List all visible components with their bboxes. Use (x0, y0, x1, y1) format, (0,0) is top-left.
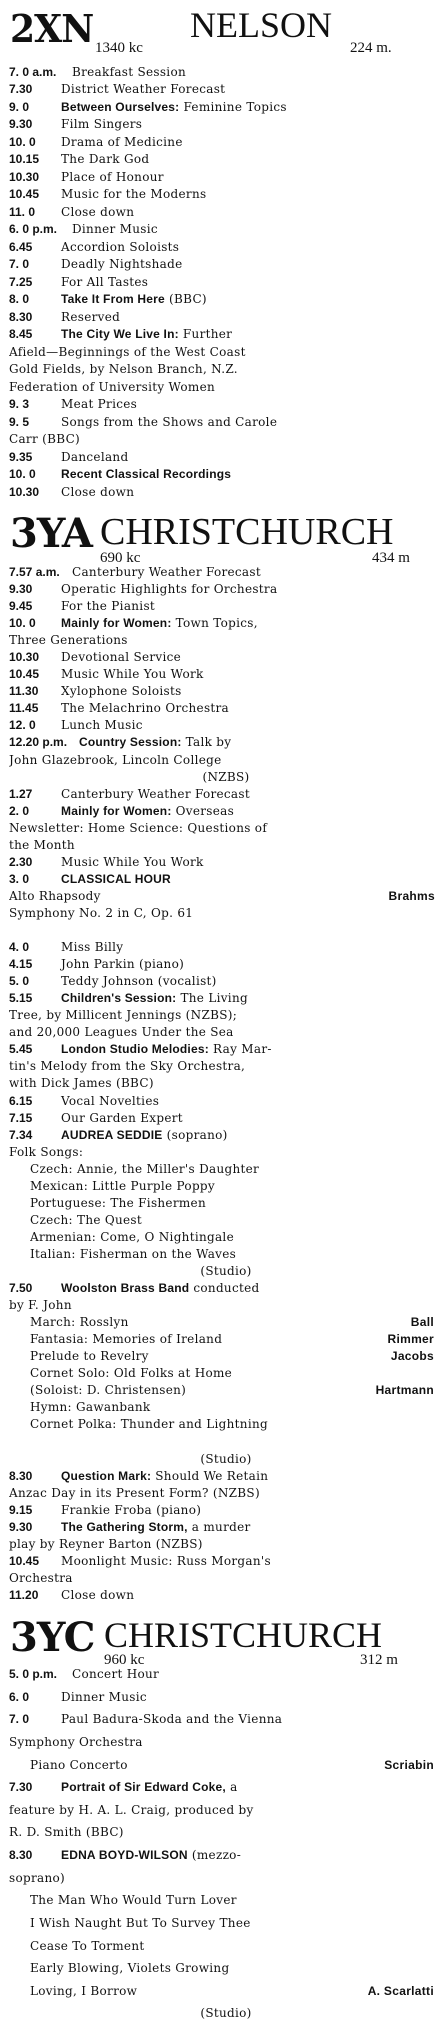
programme-entry (9, 736, 443, 749)
programme-entry (9, 1095, 443, 1108)
programme-entry (9, 685, 443, 698)
programme-text: Canterbury Weather Forecast (72, 566, 261, 579)
programme-text: Drama of Medicine (61, 135, 183, 149)
programme-text: Place of Honour (61, 170, 164, 184)
programme-detail: Carr (BBC) (9, 433, 81, 447)
programme-title: The City We Live In: (61, 328, 179, 342)
programme-text: Canterbury Weather Forecast (61, 787, 250, 801)
programme-text: Accordion Soloists (61, 240, 180, 254)
composer-name: Brahms (388, 889, 435, 903)
programme-time: 9. 5 (9, 415, 30, 429)
composer-name: A. Scarlatti (367, 1984, 434, 1998)
programme-continuation (30, 1367, 448, 1380)
programme-detail: R. D. Smith (BBC) (9, 1826, 124, 1840)
programme-detail: Orchestra (9, 1571, 73, 1585)
programme-detail: Loving, I Borrow (30, 1984, 138, 1998)
programme-entry (9, 188, 443, 201)
composer-name: Ball (410, 1316, 434, 1330)
programme-entry (9, 276, 443, 289)
programme-entry (9, 293, 443, 306)
programme-time: 9.30 (9, 1520, 33, 1534)
programme-time: 4. 0 (9, 941, 30, 955)
programme-text: The Melachrino Orchestra (61, 702, 230, 716)
programme-text: Operatic Highlights for Orchestra (61, 583, 278, 597)
programme-detail: Alto Rhapsody (9, 889, 101, 903)
programme-detail: (Soloist: D. Christensen) (30, 1384, 187, 1398)
programme-continuation (30, 1248, 448, 1261)
programme-text: (BBC) (164, 293, 207, 307)
wavelength-3yc: 312 m (360, 1652, 398, 1668)
programme-continuation (9, 1009, 443, 1022)
programme-detail: Federation of University Women (9, 380, 216, 394)
programme-continuation (9, 1146, 443, 1159)
programme-entry (9, 258, 443, 271)
programme-detail: (Studio) (200, 2007, 252, 2021)
programme-continuation (9, 381, 443, 394)
programme-text: a murder (187, 1520, 251, 1534)
programme-time: 8.30 (9, 1469, 33, 1483)
programme-continuation (30, 1418, 448, 1431)
programme-detail: Hymn: Gawanbank (30, 1401, 151, 1415)
programme-time: 10.30 (9, 485, 40, 499)
programme-time: 9.30 (9, 583, 33, 597)
station-header-3yc (0, 1612, 448, 1668)
programme-continuation (9, 907, 443, 920)
programme-entry (9, 171, 443, 184)
programme-continuation (9, 1299, 443, 1312)
frequency-2xn: 1340 kc (95, 40, 143, 56)
programme-time: 2.30 (9, 855, 33, 869)
programme-time: 7.15 (9, 1111, 33, 1125)
programme-continuation (9, 754, 443, 767)
composer-name: Scriabin (384, 1758, 434, 1772)
station-header-2xn (0, 0, 448, 60)
programme-entry (9, 486, 443, 499)
programme-continuation (9, 1060, 443, 1073)
programme-entry (9, 702, 443, 715)
programme-continuation (30, 1962, 448, 1975)
programme-entry (9, 206, 443, 219)
programme-time: 6. 0 p.m. (9, 223, 58, 237)
programme-time: 10.45 (9, 1554, 40, 1568)
programme-text: The Living (176, 992, 248, 1006)
programme-detail: Gold Fields, by Nelson Branch, N.Z. (9, 363, 238, 377)
programme-continuation (30, 1401, 448, 1414)
programme-title: Portrait of Sir Edward Coke, (61, 1781, 226, 1795)
programme-text: John Parkin (piano) (61, 958, 185, 972)
programme-time: 9.45 (9, 600, 33, 614)
programme-continuation (9, 1572, 443, 1585)
programme-continuation (9, 634, 443, 647)
programme-detail: tin's Melody from the Sky Orchestra, (9, 1060, 246, 1074)
programme-entry (9, 600, 443, 613)
programme-continuation (30, 1214, 448, 1227)
programme-continuation (9, 433, 443, 446)
programme-text: conducted (189, 1282, 260, 1296)
programme-detail: Italian: Fisherman on the Waves (30, 1247, 237, 1261)
programme-continuation (30, 1917, 448, 1930)
programme-time: 5.15 (9, 992, 33, 1006)
programme-entry (9, 805, 443, 818)
programme-entry (9, 1043, 443, 1056)
programme-text: The Dark God (61, 153, 150, 167)
programme-time: 7.25 (9, 275, 33, 289)
programme-text: (mezzo- (187, 1849, 242, 1862)
programme-entry (9, 1713, 443, 1726)
programme-entry (9, 83, 443, 96)
programme-detail: Newsletter: Home Science: Questions of (9, 821, 268, 835)
programme-detail: Portuguese: The Fishermen (30, 1196, 206, 1210)
programme-continuation (30, 1333, 448, 1346)
programme-continuation (30, 1940, 448, 1953)
programme-text: Further (178, 328, 233, 342)
programme-detail: play by Reyner Barton (NZBS) (9, 1537, 203, 1551)
programme-text: Town Topics, (171, 617, 258, 631)
programme-continuation (30, 1985, 448, 1998)
programme-time: 11.20 (9, 1588, 39, 1602)
programme-title: Country Session: (79, 736, 182, 750)
programme-entry (9, 1589, 443, 1602)
programme-text: Devotional Service (61, 651, 182, 665)
programme-time: 7.50 (9, 1282, 33, 1296)
programme-continuation (9, 771, 443, 784)
programme-time: 10.30 (9, 651, 40, 665)
programme-continuation (30, 1231, 448, 1244)
programme-time: 1.27 (9, 787, 33, 801)
programme-title: Mainly for Women: (61, 617, 172, 631)
programme-continuation (9, 1872, 443, 1885)
programme-detail: John Glazebrook, Lincoln College (9, 753, 222, 767)
programme-detail: Symphony Orchestra (9, 1735, 143, 1749)
programme-detail: Cornet Solo: Old Folks at Home (30, 1367, 233, 1381)
programme-text: Film Singers (61, 118, 143, 132)
programme-title: Woolston Brass Band (61, 1282, 190, 1296)
programme-time: 8.45 (9, 328, 33, 342)
programme-time: 10. 0 (9, 468, 36, 482)
programme-text: For the Pianist (61, 600, 156, 614)
programme-text: Reserved (61, 310, 121, 324)
programme-time: 10. 0 (9, 135, 36, 149)
programme-entry (9, 1521, 443, 1534)
city-2xn: NELSON (190, 5, 332, 45)
programme-entry (9, 992, 443, 1005)
programme-text: Lunch Music (61, 719, 143, 733)
programme-detail: with Dick James (BBC) (9, 1077, 154, 1091)
programme-title: EDNA BOYD-WILSON (61, 1849, 188, 1862)
wavelength-3ya: 434 m (372, 550, 410, 566)
programme-continuation (30, 1197, 448, 1210)
programme-entry (9, 136, 443, 149)
programme-entry (9, 66, 443, 79)
callsign-3ya: 3YA (10, 510, 92, 557)
programme-text: Close down (61, 485, 135, 499)
programme-title: The Gathering Storm, (61, 1520, 188, 1534)
programme-entry (9, 719, 443, 732)
programme-entry (9, 975, 443, 988)
programme-time: 8. 0 (9, 293, 30, 307)
station-header-3ya (0, 508, 448, 564)
programme-entry (9, 583, 443, 596)
city-3ya: CHRISTCHURCH (100, 511, 394, 553)
programme-text: Close down (61, 1588, 135, 1602)
programme-entry (9, 398, 443, 411)
programme-entry (9, 651, 443, 664)
programme-detail: Prelude to Revelry (30, 1350, 149, 1364)
programme-time: 7. 0 (9, 1713, 30, 1727)
programme-time: 7.34 (9, 1128, 33, 1142)
programme-entry (9, 311, 443, 324)
programme-entry (9, 1849, 443, 1862)
programme-continuation (30, 1163, 448, 1176)
programme-entry (9, 101, 443, 114)
programme-text: For All Tastes (61, 275, 149, 289)
programme-time: 10.45 (9, 668, 40, 682)
programme-continuation (9, 839, 443, 852)
programme-time: 2. 0 (9, 804, 30, 818)
programme-detail: and 20,000 Leagues Under the Sea (9, 1026, 234, 1040)
programme-text: Music for the Moderns (61, 188, 207, 202)
programme-text: (soprano) (162, 1128, 228, 1142)
programme-title: Mainly for Women: (61, 804, 172, 818)
programme-text: Meat Prices (61, 398, 138, 412)
programme-entry (9, 873, 443, 886)
programme-text: District Weather Forecast (61, 83, 226, 97)
programme-time: 4.15 (9, 958, 33, 972)
programme-text: Moonlight Music: Russ Morgan's (61, 1554, 271, 1568)
programme-continuation (30, 1316, 448, 1329)
composer-name: Jacobs (390, 1350, 434, 1364)
programme-text: Should We Retain (151, 1469, 269, 1483)
programme-text: Vocal Novelties (61, 1094, 160, 1108)
programme-entry (9, 788, 443, 801)
programme-detail: Three Generations (9, 634, 128, 648)
programme-time: 7.30 (9, 1781, 33, 1795)
programme-time: 10.45 (9, 188, 40, 202)
city-3yc: CHRISTCHURCH (104, 1615, 383, 1655)
programme-text: Feminine Topics (179, 100, 287, 114)
composer-name: Rimmer (387, 1333, 434, 1347)
programme-text: Frankie Froba (piano) (61, 1503, 202, 1517)
composer-name: Hartmann (375, 1384, 434, 1398)
programme-time: 7. 0 (9, 258, 30, 272)
programme-detail: March: Rosslyn (30, 1316, 129, 1330)
programme-continuation (9, 1026, 443, 1039)
programme-text: Talk by (181, 736, 232, 750)
programme-title: AUDREA SEDDIE (61, 1128, 163, 1142)
programme-entry (9, 223, 443, 236)
programme-title: Take It From Here (61, 293, 165, 307)
programme-time: 10. 0 (9, 617, 36, 631)
programme-text: Music While You Work (61, 668, 204, 682)
programme-title: Children's Session: (61, 992, 177, 1006)
programme-detail: Cornet Polka: Thunder and Lightning (30, 1418, 268, 1432)
programme-detail: Armenian: Come, O Nightingale (30, 1230, 234, 1244)
programme-text: Music While You Work (61, 855, 204, 869)
programme-entry (9, 1691, 443, 1704)
programme-time: 7.30 (9, 83, 33, 97)
programme-entry (9, 1129, 443, 1142)
programme-time: 8.30 (9, 1849, 33, 1862)
programme-entry (9, 451, 443, 464)
programme-detail: Piano Concerto (30, 1758, 128, 1772)
programme-time: 9.35 (9, 450, 33, 464)
callsign-3yc: 3YC (10, 1614, 95, 1661)
programme-entry (9, 1781, 443, 1794)
programme-detail: (Studio) (200, 1265, 252, 1279)
programme-detail: I Wish Naught But To Survey Thee (30, 1916, 251, 1930)
programme-time: 12. 0 (9, 719, 36, 733)
programme-time: 7. 0 a.m. (9, 66, 57, 79)
programme-title: CLASSICAL HOUR (61, 872, 171, 886)
programme-time: 8.30 (9, 310, 33, 324)
programme-entry (9, 856, 443, 869)
programme-entry (9, 1470, 443, 1483)
programme-entry (9, 153, 443, 166)
programme-time: 5. 0 p.m. (9, 1668, 58, 1681)
programme-continuation (9, 363, 443, 376)
programme-entry (9, 1112, 443, 1125)
programme-entry (9, 241, 443, 254)
programme-detail: The Man Who Would Turn Lover (30, 1894, 237, 1908)
programme-text: Dinner Music (72, 223, 158, 237)
programme-text: Our Garden Expert (61, 1111, 183, 1125)
programme-entry (9, 468, 443, 481)
programme-continuation (9, 1804, 443, 1817)
programme-title: Recent Classical Recordings (61, 468, 232, 482)
programme-time: 9.30 (9, 118, 33, 132)
programme-time: 6.45 (9, 240, 33, 254)
programme-continuation (30, 1180, 448, 1193)
programme-continuation (9, 1538, 443, 1551)
programme-detail: feature by H. A. L. Craig, produced by (9, 1803, 254, 1817)
programme-time: 9.15 (9, 1503, 33, 1517)
programme-entry (9, 941, 443, 954)
programme-detail: Folk Songs: (9, 1145, 84, 1159)
programme-text: Breakfast Session (72, 66, 187, 79)
programme-text: a (225, 1781, 238, 1795)
programme-detail: Czech: The Quest (30, 1213, 143, 1227)
programme-text: Deadly Nightshade (61, 258, 183, 272)
programme-text: Xylophone Soloists (61, 685, 182, 699)
programme-entry (9, 328, 443, 341)
programme-entry (9, 416, 443, 429)
programme-detail: soprano) (9, 1871, 65, 1885)
programme-continuation (9, 346, 443, 359)
programme-detail: the Month (9, 838, 75, 852)
programme-text: Overseas (171, 804, 235, 818)
programme-text: Songs from the Shows and Carole (61, 415, 278, 429)
programme-time: 6.15 (9, 1094, 33, 1108)
programme-time: 7.57 a.m. (9, 566, 60, 579)
callsign-2xn: 2XN (10, 6, 94, 51)
frequency-3yc: 960 kc (104, 1652, 145, 1668)
programme-title: London Studio Melodies: (61, 1043, 209, 1057)
programme-detail: (Studio) (200, 1452, 252, 1466)
programme-time: 6. 0 (9, 1690, 30, 1704)
programme-text: Ray Mar- (208, 1043, 272, 1057)
programme-detail: Fantasia: Memories of Ireland (30, 1333, 223, 1347)
programme-entry (9, 118, 443, 131)
programme-detail: (NZBS) (202, 770, 250, 784)
programme-continuation (9, 1487, 443, 1500)
programme-time: 5. 0 (9, 975, 30, 989)
programme-text: Dinner Music (61, 1690, 147, 1704)
programme-time: 11.30 (9, 685, 39, 699)
programme-continuation (9, 1265, 443, 1278)
programme-detail: Mexican: Little Purple Poppy (30, 1179, 215, 1193)
programme-continuation (30, 1894, 448, 1907)
programme-detail: Tree, by Millicent Jennings (NZBS); (9, 1009, 238, 1023)
programme-entry (9, 566, 443, 579)
programme-time: 5.45 (9, 1043, 33, 1057)
programme-text: Teddy Johnson (vocalist) (61, 975, 217, 989)
programme-continuation (9, 1736, 443, 1749)
programme-continuation (9, 822, 443, 835)
programme-entry (9, 1668, 443, 1681)
programme-time: 11.45 (9, 702, 39, 716)
frequency-3ya: 690 kc (100, 550, 141, 566)
programme-detail: Symphony No. 2 in C, Op. 61 (9, 906, 194, 920)
programme-text: Concert Hour (72, 1668, 160, 1681)
programme-continuation (9, 1077, 443, 1090)
programme-detail: Czech: Annie, the Miller's Daughter (30, 1162, 260, 1176)
programme-title: Between Ourselves: (61, 100, 180, 114)
programme-continuation (30, 1384, 448, 1397)
wavelength-2xn: 224 m. (350, 40, 392, 56)
programme-detail: by F. John (9, 1299, 72, 1313)
programme-continuation (9, 1453, 443, 1466)
programme-time: 10.30 (9, 170, 40, 184)
programme-continuation (9, 890, 443, 903)
programme-time: 11. 0 (9, 205, 36, 219)
programme-text: Danceland (61, 450, 129, 464)
programme-text: Close down (61, 205, 135, 219)
programme-title: Question Mark: (61, 1469, 152, 1483)
programme-continuation (9, 2007, 443, 2020)
programme-continuation (30, 1759, 448, 1772)
programme-entry (9, 617, 443, 630)
programme-entry (9, 668, 443, 681)
programme-entry (9, 958, 443, 971)
programme-time: 9. 3 (9, 398, 30, 412)
programme-detail: Anzac Day in its Present Form? (NZBS) (9, 1486, 260, 1500)
programme-detail: Cease To Torment (30, 1939, 145, 1953)
programme-time: 12.20 p.m. (9, 736, 68, 750)
programme-time: 10.15 (9, 153, 40, 167)
programme-entry (9, 1504, 443, 1517)
programme-detail: Afield—Beginnings of the West Coast (9, 345, 246, 359)
programme-entry (9, 1555, 443, 1568)
programme-time: 9. 0 (9, 100, 30, 114)
programme-text: Miss Billy (61, 941, 124, 955)
programme-continuation (30, 1350, 448, 1363)
programme-continuation (9, 1826, 443, 1839)
programme-entry (9, 1282, 443, 1295)
programme-time: 3. 0 (9, 872, 30, 886)
programme-detail: Early Blowing, Violets Growing (30, 1962, 230, 1976)
programme-text: Paul Badura-Skoda and the Vienna (61, 1713, 283, 1727)
